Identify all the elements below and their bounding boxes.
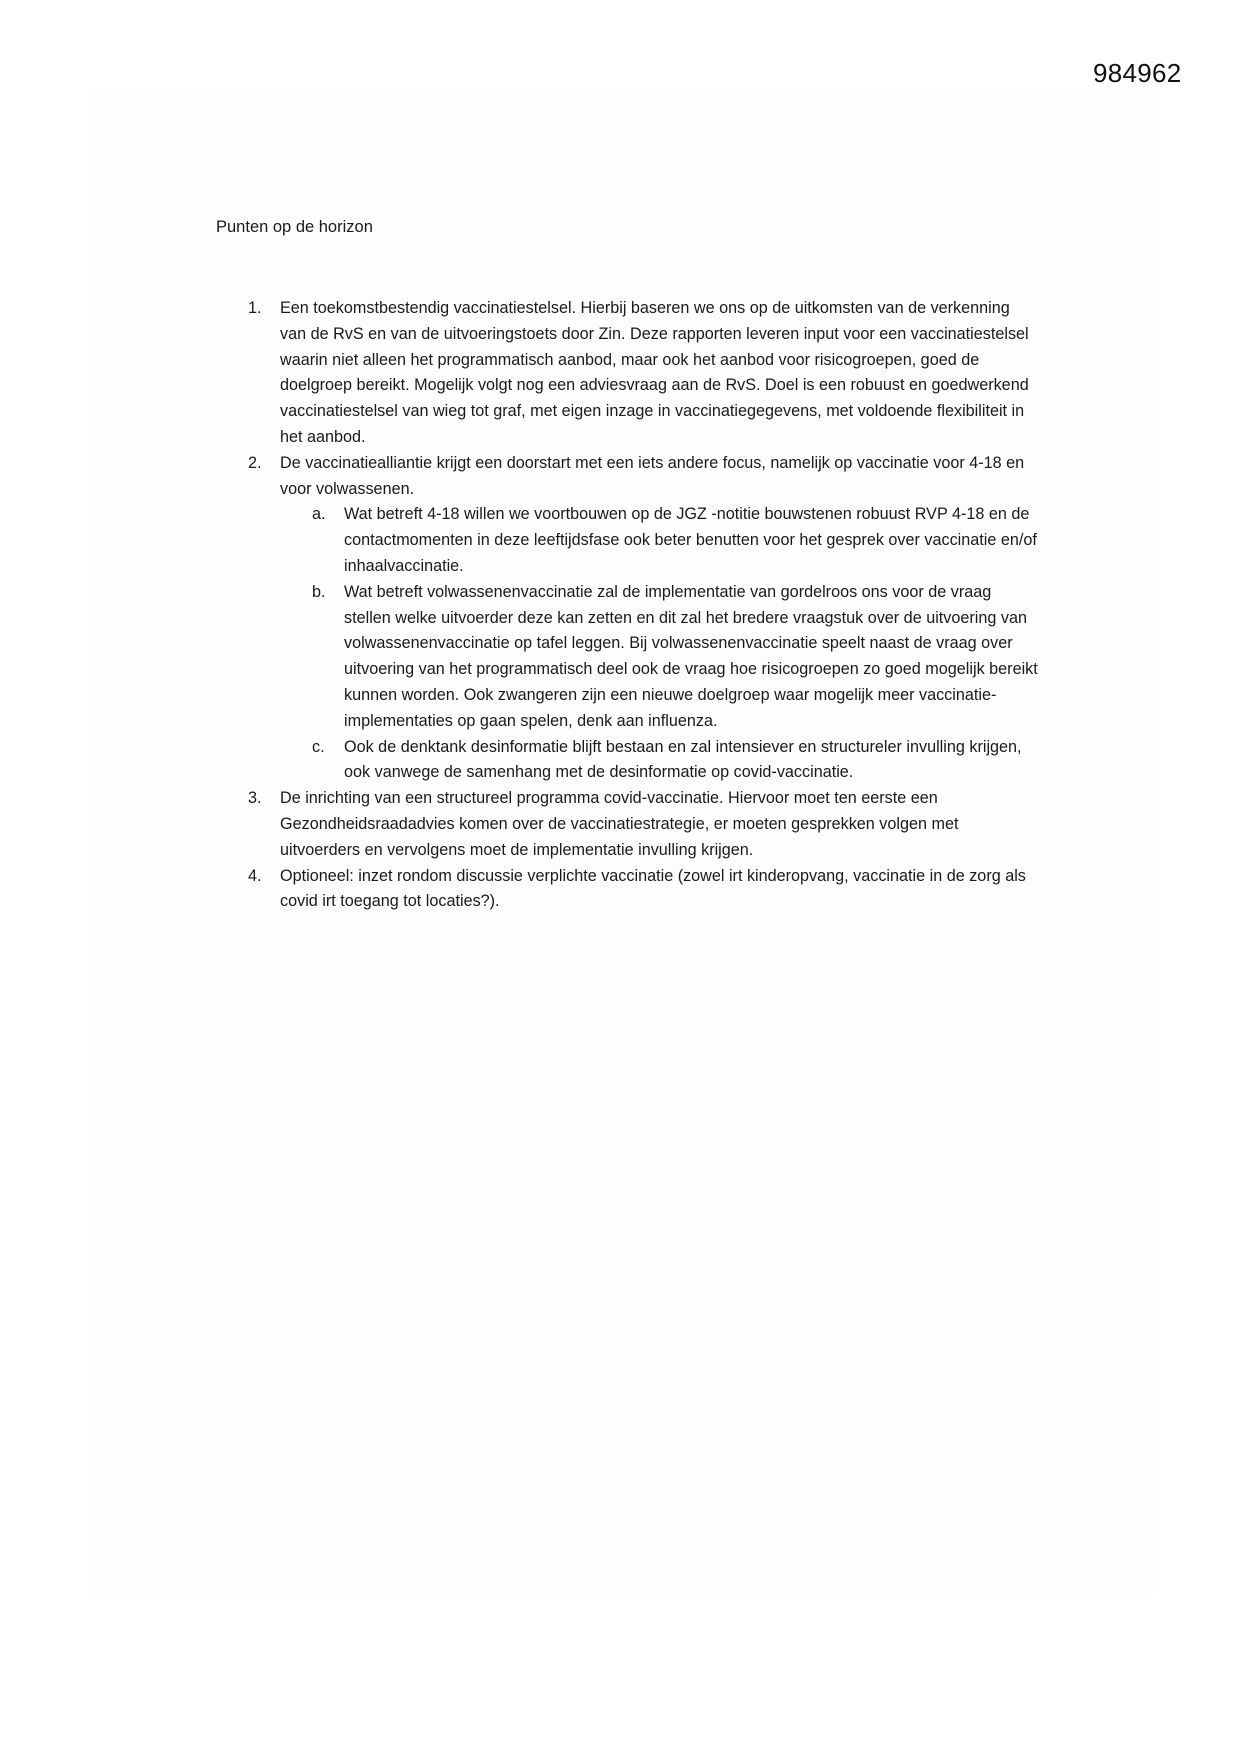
list-item-1 — [248, 296, 1038, 451]
sub-item-b — [248, 580, 1038, 735]
sub-item-letter: a. — [312, 505, 326, 524]
sub-item-a — [248, 502, 1038, 579]
list-item-text: De vaccinatiealliantie krijgt een doorstart met een iets andere focus, namelijk op vaccinatie voor 4-18 en voor volwassenen. — [280, 453, 1025, 498]
sub-item-text: Ook de denktank desinformatie blijft bestaan en zal intensiever en structureler invulling krijgen, ook vanwege de samenhang met de desinformatie op covid-vaccinatie. — [344, 737, 1022, 782]
list-item-text: De inrichting van een structureel programma covid-vaccinatie. Hiervoor moet ten eerste een Gezondheidsraadadvies komen over de vaccinatiestrategie, er moeten gesprekken volgen met uitvoerders en vervolgens moet de implementatie invulling krijgen. — [280, 789, 959, 859]
list-item-text: Een toekomstbestendig vaccinatiestelsel. Hierbij baseren we ons op de uitkomsten van de verkenning van de RvS en van de uitvoeringstoets door Zin. Deze rapporten leveren input voor een vaccinatiestelsel waarin niet alleen het programmatisch aanbod, maar ook het aanbod voor risicogroepen, goed de doelgroep bereikt. Mogelijk volgt nog een adviesvraag aan de RvS. Doel is een robuust en goedwerkend vaccinatiestelsel van wieg tot graf, met eigen inzage in vaccinatiegegevens, met voldoende flexibiliteit in het aanbod. — [280, 299, 1029, 446]
list-item-number: 3. — [248, 789, 262, 808]
list-item-3 — [248, 786, 1038, 863]
list-item-4 — [248, 864, 1038, 916]
sub-item-letter: c. — [312, 737, 325, 756]
list-item-2 — [248, 451, 1038, 503]
document-id-number: 984962 — [1093, 58, 1182, 88]
sub-item-c — [248, 735, 1038, 787]
list-item-number: 1. — [248, 299, 262, 317]
sub-item-text: Wat betreft 4-18 willen we voortbouwen op de JGZ -notitie bouwstenen robuust RVP 4-18 en de contactmomenten in deze leeftijdsfase ook beter benutten voor het gesprek over vaccinatie en/of inhaalvaccinatie. — [344, 505, 1037, 575]
numbered-list — [248, 296, 1038, 915]
sub-item-text: Wat betreft volwassenenvaccinatie zal de implementatie van gordelroos ons voor de vraag stellen welke uitvoerder deze kan zetten en dit zal het bredere vraagstuk over de uitvoering van volwassenenvaccinatie op tafel leggen. Bij volwassenenvaccinatie speelt naast de vraag over uitvoering van het programmatisch deel ook de vraag hoe risicogroepen zo goed mogelijk bereikt kunnen worden. Ook zwangeren zijn een nieuwe doelgroep waar mogelijk meer vaccinatie-implementaties op gaan spelen, denk aan influenza. — [344, 582, 1038, 730]
list-item-number: 4. — [248, 866, 262, 885]
sub-item-letter: b. — [312, 582, 326, 601]
list-item-number: 2. — [248, 453, 262, 472]
list-item-text: Optioneel: inzet rondom discussie verplichte vaccinatie (zowel irt kinderopvang, vaccinatie in de zorg als covid irt toegang tot locaties?). — [280, 866, 1026, 911]
document-heading: Punten op de horizon — [216, 218, 373, 236]
